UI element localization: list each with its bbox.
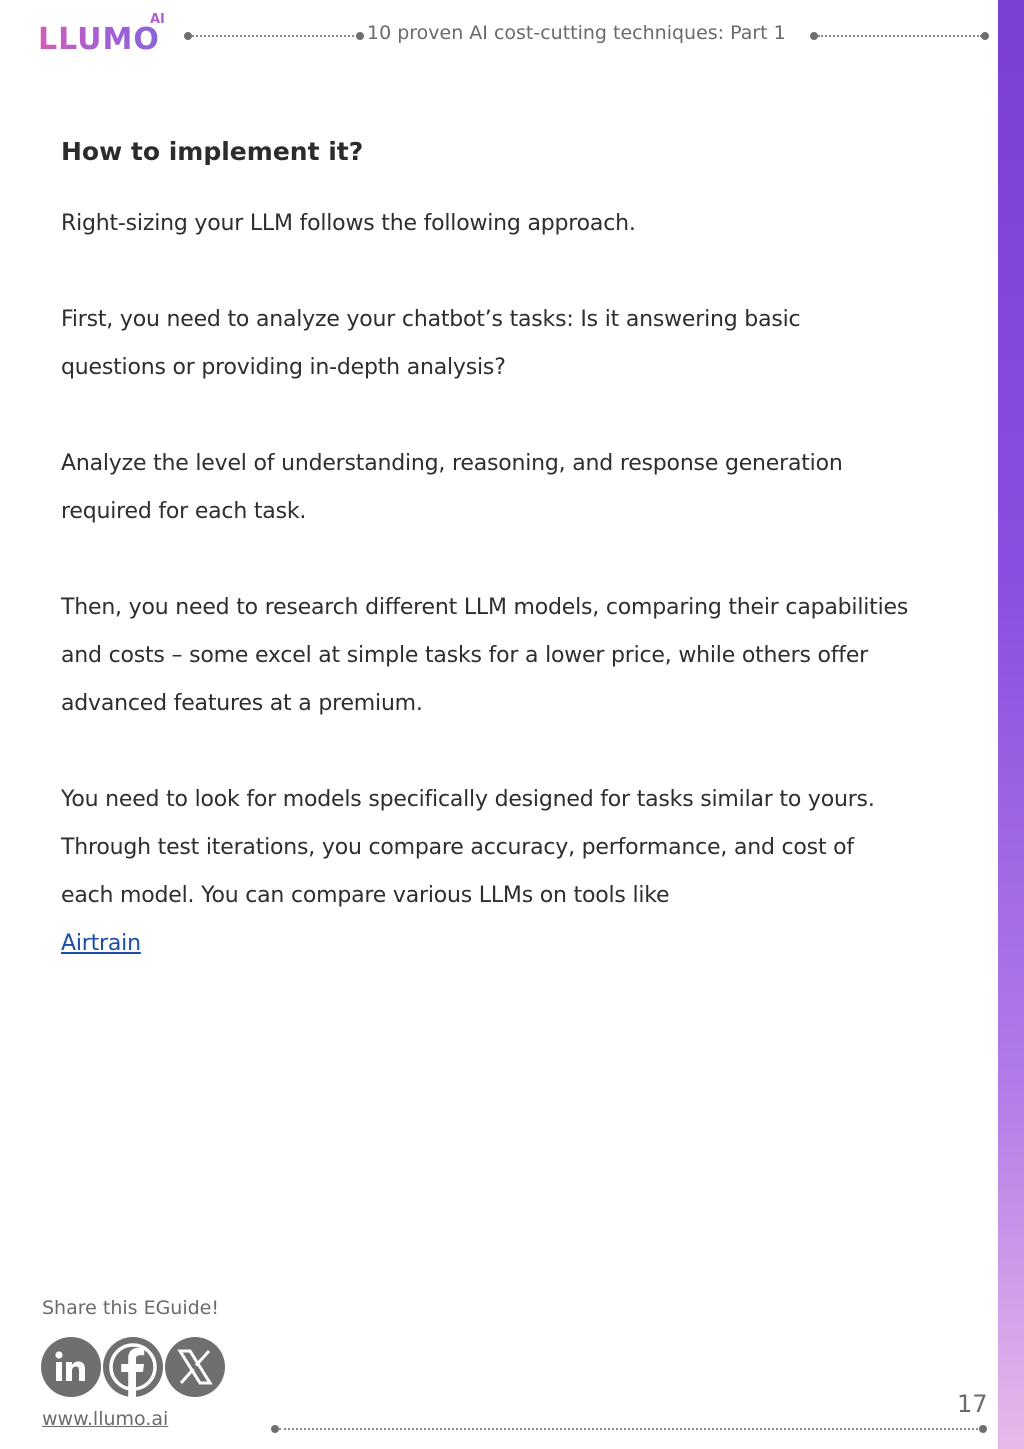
linkedin-icon xyxy=(53,1349,89,1385)
llumo-logo[interactable] xyxy=(38,12,178,56)
paragraph-intro: Right-sizing your LLM follows the following approach. xyxy=(61,211,636,236)
logo-text: LLUMO xyxy=(38,22,160,57)
footer-dot-right xyxy=(979,1425,987,1433)
linkedin-share-button[interactable] xyxy=(41,1337,101,1397)
facebook-share-button[interactable] xyxy=(103,1337,163,1397)
website-link[interactable]: www.llumo.ai xyxy=(42,1408,169,1430)
footer-dot-left xyxy=(271,1425,279,1433)
paragraph-research-models: Then, you need to research different LLM models, comparing their capabilities and costs – some excel at simple tasks for a lower price, while others offer advanced features at a premium. xyxy=(61,595,909,716)
header-dot-mid-right xyxy=(810,32,818,40)
header-divider-left xyxy=(192,35,358,37)
paragraph-compare-text: You need to look for models specifically designed for tasks similar to yours. Through test iterations, you compare accuracy, performance, and cost of each model. You can compare various LLMs on tools like xyxy=(61,787,875,908)
share-label: Share this EGuide! xyxy=(42,1297,219,1319)
header-dot-mid-left xyxy=(356,32,364,40)
x-share-button[interactable] xyxy=(165,1337,225,1397)
footer-divider xyxy=(279,1428,982,1430)
page-number: 17 xyxy=(957,1390,988,1418)
document-title: 10 proven AI cost-cutting techniques: Part 1 xyxy=(367,22,786,44)
header-dot-right xyxy=(981,32,989,40)
facebook-icon xyxy=(103,1337,163,1397)
paragraph-analyze-level: Analyze the level of understanding, reasoning, and response generation required for each task. xyxy=(61,451,843,524)
paragraph-analyze-tasks: First, you need to analyze your chatbot’s tasks: Is it answering basic questions or providing in-depth analysis? xyxy=(61,307,801,380)
main-content xyxy=(61,130,911,1016)
header-divider-right xyxy=(818,35,982,37)
paragraph-compare-models xyxy=(61,776,911,968)
side-accent-bar xyxy=(998,0,1024,1449)
header-dot-left xyxy=(184,32,192,40)
airtrain-link[interactable]: Airtrain xyxy=(61,931,141,956)
logo-superscript: AI xyxy=(150,12,165,27)
section-heading: How to implement it? xyxy=(61,137,364,166)
x-icon xyxy=(175,1347,215,1387)
